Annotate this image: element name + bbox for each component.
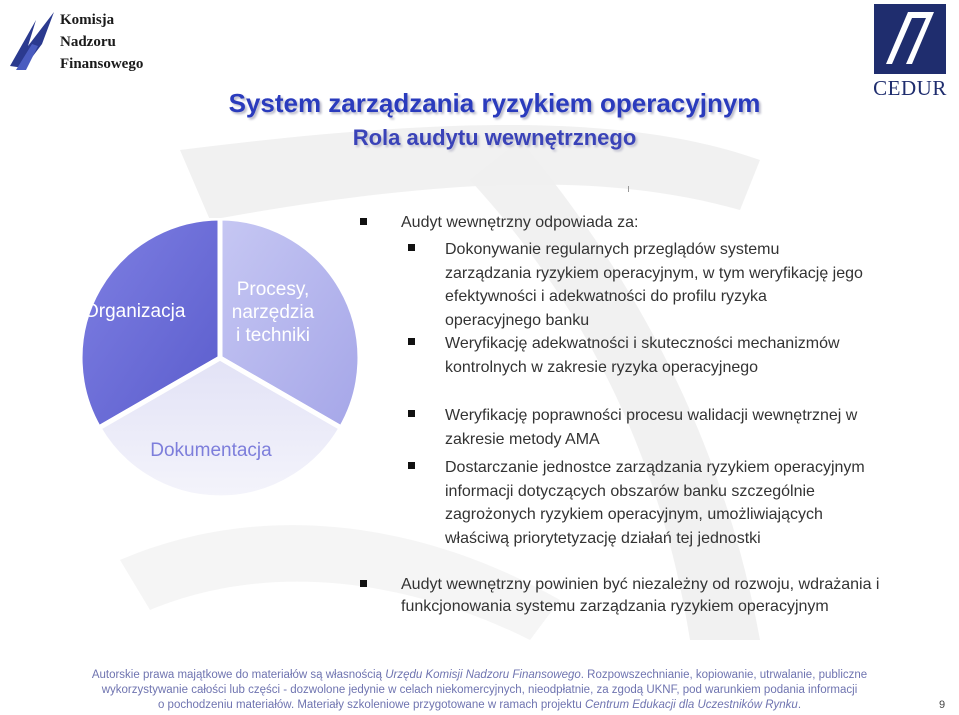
sub-bullet-3-text: Weryfikację poprawności procesu walidacji wewnętrznej w zakresie metody AMA (445, 407, 858, 448)
pie-label-organizacja: Organizacja (84, 301, 186, 322)
slide-title (0, 88, 959, 151)
pie-label-procesy: Procesy, narzędzia i techniki (231, 279, 315, 346)
footer-line-3: o pochodzeniu materiałów. Materiały szkoleniowe przygotowane w ramach projektu Centrum Edukacji dla Uczestników Rynku. (157, 699, 802, 711)
sub-bullet-square-icon (408, 410, 415, 417)
decorative-tick (628, 186, 629, 192)
sub-bullet-2-text: Weryfikację adekwatności i skuteczności mechanizmów kontrolnych w zakresie ryzyka operacyjnego (445, 335, 840, 376)
knf-logo-text (60, 9, 143, 75)
bullet-square-icon (360, 218, 367, 225)
sub-bullet-4-text: Dostarczanie jednostce zarządzania ryzykiem operacyjnym informacji dotyczących obszarów banku szczególnie zagrożonych ryzykiem operacyjnym, umożliwiających właściwą priorytetyzację działań tej jednostki (445, 459, 865, 547)
title-main: System zarządzania ryzykiem operacyjnym (228, 88, 761, 118)
pie-label-dokumentacja: Dokumentacja (150, 440, 272, 461)
sub-bullet-square-icon (408, 338, 415, 345)
cedur-logo-text: CEDUR (873, 76, 947, 100)
sub-bullet-square-icon (408, 244, 415, 251)
bullet-1-text: Audyt wewnętrzny odpowiada za: (401, 214, 639, 231)
bullet-square-icon (360, 580, 367, 587)
copyright-footer (0, 668, 959, 713)
sub-bullet-square-icon (408, 462, 415, 469)
footer-line-1: Autorskie prawa majątkowe do materiałów są własnością Urzędu Komisji Nadzoru Finansowego. Rozpowszechnianie, kopiowanie, utrwalanie, publiczne (91, 669, 868, 681)
sub-bullet-1-text: Dokonywanie regularnych przeglądów systemu zarządzania ryzykiem operacyjnym, w tym weryfikację jego efektywności i adekwatności do profilu ryzyka operacyjnego banku (445, 241, 863, 329)
page-number: 9 (939, 699, 946, 711)
knf-line-3: Finansowego (60, 56, 144, 72)
footer-line-2: wykorzystywanie całości lub części - dozwolone jedynie w celach niekomercyjnych, nieodpłatnie, za zgodą UKNF, pod warunkiem podania informacji (101, 684, 858, 696)
bullet-2-text: Audyt wewnętrzny powinien być niezależny od rozwoju, wdrażania i funkcjonowania systemu zarządzania ryzykiem operacyjnym (401, 576, 880, 615)
knf-line-2: Nadzoru (60, 34, 116, 50)
knf-line-1: Komisja (60, 12, 115, 28)
title-sub: Rola audytu wewnętrznego (352, 125, 637, 150)
